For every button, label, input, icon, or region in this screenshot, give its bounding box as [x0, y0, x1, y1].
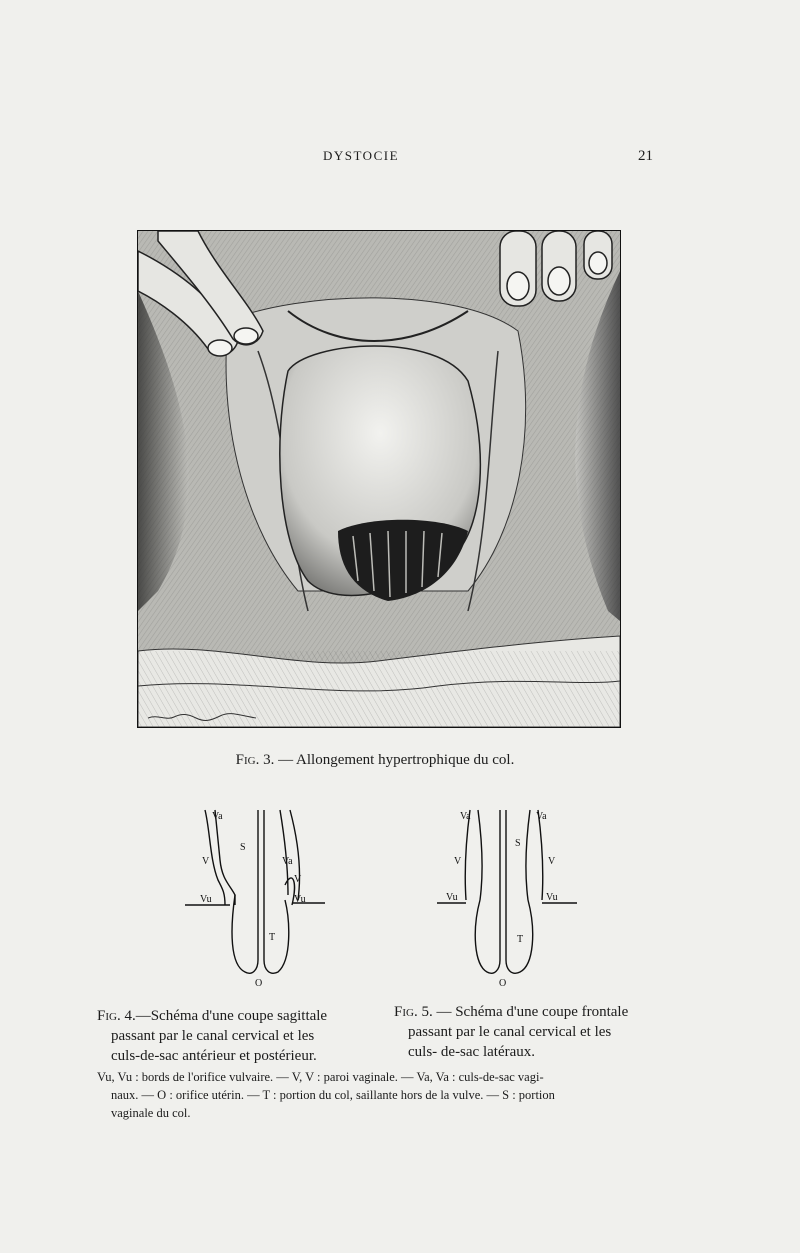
legend-line3: vaginale du col.	[111, 1106, 191, 1120]
artist-signature	[148, 712, 258, 722]
fig5-label-t: T	[517, 934, 524, 945]
fig4-label-t: T	[269, 932, 276, 943]
figure-4-diagram	[180, 800, 330, 990]
fig4-label-s: S	[240, 842, 246, 853]
fig4-label-vu-left: Vu	[200, 894, 212, 905]
figure-3-illustration	[137, 230, 621, 728]
fig4-label-va-left: Va	[212, 811, 223, 822]
figure-5-caption	[394, 1002, 679, 1062]
fig4-label-va-right: Va	[282, 856, 293, 867]
page-number: 21	[638, 148, 653, 164]
figure-5-label: Fig. 5.	[394, 1004, 433, 1020]
fig5-label-v-left: V	[454, 856, 462, 867]
fig5-label-v-right: V	[548, 856, 556, 867]
figure-5-line1: — Schéma d'une coupe frontale	[436, 1004, 629, 1020]
fig4-label-vu-right: Vu	[294, 894, 306, 905]
fig4-label-v-left: V	[202, 856, 210, 867]
fig4-label-o: O	[255, 978, 263, 989]
figure-4-line3: culs-de-sac antérieur et postérieur.	[111, 1048, 317, 1064]
figure-5-diagram	[432, 800, 582, 990]
figure-3-label: Fig. 3.	[235, 752, 275, 768]
figure-5-line3: culs- de-sac latéraux.	[408, 1044, 536, 1060]
figure-3-caption	[0, 750, 750, 770]
legend-line1: Vu, Vu : bords de l'orifice vulvaire. — V, V : paroi vaginale. — Va, Va : culs-de-sac vagi-	[97, 1070, 544, 1084]
legend-line2: naux. — O : orifice utérin. — T : portion du col, saillante hors de la vulve. — S : portion	[111, 1088, 555, 1102]
fig5-label-va-left: Va	[460, 811, 471, 822]
figure-legend	[97, 1068, 682, 1122]
fig4-label-v-right: V	[294, 874, 302, 885]
fig5-label-vu-left: Vu	[446, 892, 458, 903]
fig5-label-s: S	[515, 838, 521, 849]
figure-4-line1: —Schéma d'une coupe sagittale	[135, 1008, 328, 1024]
fig5-label-o: O	[499, 978, 507, 989]
running-head	[0, 148, 800, 170]
fig5-label-vu-right: Vu	[546, 892, 558, 903]
figure-4-caption	[97, 1006, 382, 1066]
figure-4-line2: passant par le canal cervical et les	[111, 1028, 315, 1044]
figure-3-title: — Allongement hypertrophique du col.	[278, 752, 515, 768]
fig5-label-va-right: Va	[536, 811, 547, 822]
running-title: DYSTOCIE	[322, 148, 400, 163]
figure-5-line2: passant par le canal cervical et les	[408, 1024, 612, 1040]
figure-4-label: Fig. 4.	[97, 1008, 136, 1024]
